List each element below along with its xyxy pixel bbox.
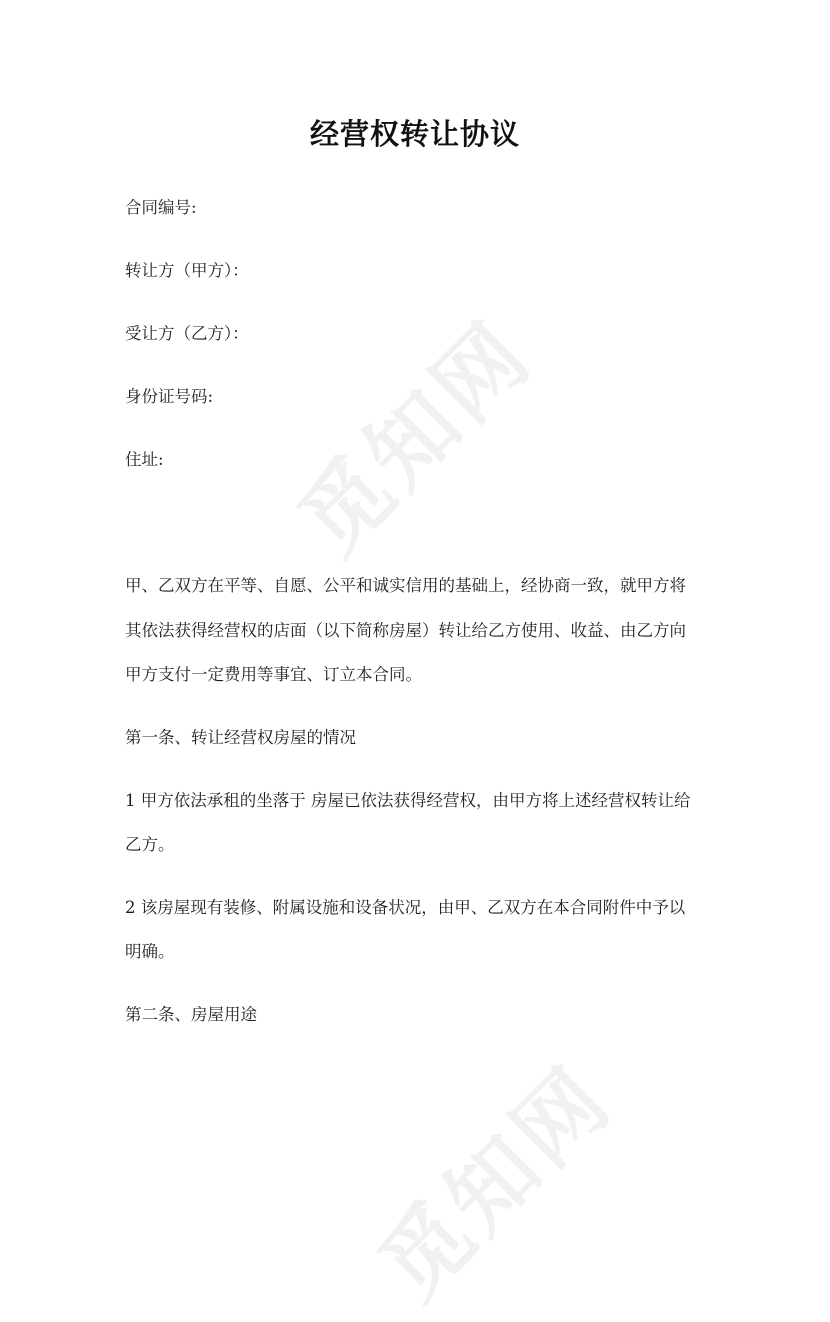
article-1-clause-1-line-2: 乙方。 [125, 835, 175, 854]
address-field: 住址: [125, 450, 164, 469]
contract-number-field: 合同编号: [125, 198, 197, 217]
article-1-heading: 第一条、转让经营权房屋的情况 [125, 728, 356, 747]
article-2-heading: 第二条、房屋用途 [125, 1005, 257, 1024]
id-number-field: 身份证号码: [125, 387, 214, 406]
article-1-clause-2-line-1: 2 该房屋现有装修、附属设施和设备状况，由甲、乙双方在本合同附件中予以 [125, 898, 686, 917]
preamble-line-2: 其依法获得经营权的店面（以下简称房屋）转让给乙方使用、收益、由乙方向 [125, 621, 686, 640]
article-1-clause-1-line-1: 1 甲方依法承租的坐落于 房屋已依法获得经营权，由甲方将上述经营权转让给 [125, 791, 691, 810]
preamble-line-3: 甲方支付一定费用等事宜、订立本合同。 [125, 665, 422, 684]
party-b-field: 受让方（乙方）： [125, 324, 249, 343]
preamble-line-1: 甲、乙双方在平等、自愿、公平和诚实信用的基础上，经协商一致，就甲方将 [125, 576, 686, 595]
document-title: 经营权转让协议 [309, 117, 520, 151]
article-1-clause-2-line-2: 明确。 [125, 942, 175, 961]
party-a-field: 转让方（甲方）： [125, 261, 249, 280]
watermark: 觅知网 [279, 301, 552, 574]
watermark-bottom: 觅知网 [359, 1046, 632, 1319]
